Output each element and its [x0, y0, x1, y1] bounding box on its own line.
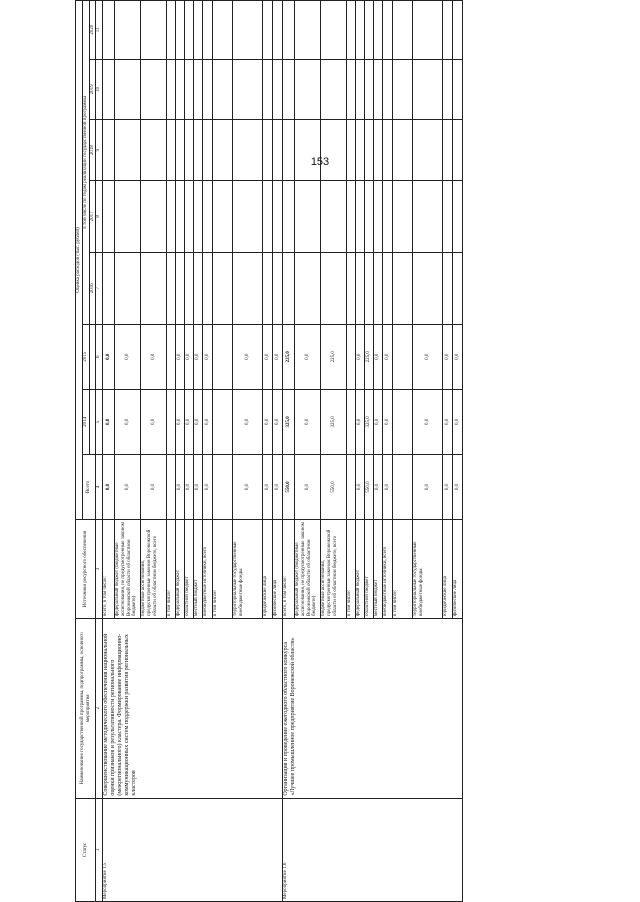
empty-year-cell [203, 59, 213, 120]
year-value-cell [213, 324, 233, 389]
empty-year-cell [283, 1, 295, 60]
source-cell: юридические лица [263, 520, 273, 619]
source-cell: внебюджетные источники, всего [383, 520, 393, 619]
total-value-cell: 0,0 [233, 454, 263, 519]
year-value-cell: 225,0 [365, 324, 374, 389]
empty-year-cell [167, 1, 176, 60]
empty-year-cell [263, 180, 273, 252]
empty-year-cell [185, 180, 194, 252]
empty-year-cell [194, 120, 203, 181]
total-value-cell: 0,0 [115, 454, 141, 519]
empty-year-cell [213, 59, 233, 120]
empty-year-cell [233, 1, 263, 60]
empty-year-cell [194, 1, 203, 60]
year-value-cell: 0,0 [263, 324, 273, 389]
year-value-cell [393, 324, 413, 389]
empty-year-cell [453, 1, 463, 60]
source-cell: в том числе: [213, 520, 233, 619]
year-value-cell: 0,0 [176, 324, 185, 389]
table-body [103, 1, 463, 902]
total-value-cell: 0,0 [185, 454, 194, 519]
year-value-cell: 0,0 [141, 389, 167, 454]
year-value-cell [167, 324, 176, 389]
source-cell: физические лица [273, 520, 283, 619]
source-cell: бюджетные ассигнования, предусмотренные законом Воронежской области об областном бюджете, всего [321, 520, 347, 619]
empty-year-cell [374, 252, 383, 324]
empty-year-cell [203, 180, 213, 252]
empty-year-cell [413, 59, 443, 120]
total-value-cell [393, 454, 413, 519]
year-value-cell: 0,0 [295, 324, 321, 389]
empty-year-cell [443, 252, 453, 324]
header-year: 2019 [89, 59, 96, 120]
empty-year-cell [393, 120, 413, 181]
year-value-cell: 0,0 [273, 324, 283, 389]
empty-year-cell [383, 1, 393, 60]
source-cell: федеральный бюджет (бюджетные ассигнования, не предусмотренные законом Воронежской области об областном бюджете) [295, 520, 321, 619]
empty-year-cell [141, 59, 167, 120]
year-value-cell: 325,0 [321, 389, 347, 454]
col-number: 8 [96, 180, 103, 252]
empty-year-cell [176, 252, 185, 324]
empty-year-cell [273, 180, 283, 252]
budget-table [75, 0, 463, 902]
total-value-cell: 550,0 [321, 454, 347, 519]
header-source: Источники ресурсного обеспечения [76, 520, 96, 619]
program-name-cell: Организация и проведение ежегодного областного конкурса «Лучшее промышленное предприятие Воронежской области» [283, 618, 463, 798]
year-value-cell: 0,0 [103, 389, 115, 454]
empty-year-cell [176, 120, 185, 181]
empty-year-cell [295, 1, 321, 60]
header-year: 2020 [89, 1, 96, 60]
empty-year-cell [295, 180, 321, 252]
year-value-cell: 0,0 [176, 389, 185, 454]
table-row [103, 1, 115, 902]
year-value-cell: 325,0 [283, 389, 295, 454]
empty-year-cell [347, 59, 356, 120]
empty-year-cell [233, 120, 263, 181]
empty-year-cell [374, 180, 383, 252]
year-value-cell [347, 389, 356, 454]
empty-year-cell [356, 180, 365, 252]
empty-year-cell [103, 120, 115, 181]
year-value-cell: 0,0 [273, 389, 283, 454]
empty-year-cell [141, 120, 167, 181]
table-row [283, 1, 295, 902]
year-value-cell: 0,0 [413, 324, 443, 389]
empty-year-cell [203, 120, 213, 181]
empty-year-cell [321, 1, 347, 60]
empty-year-cell [203, 1, 213, 60]
col-number: 5 [96, 389, 103, 454]
empty-year-cell [443, 59, 453, 120]
year-value-cell: 0,0 [203, 324, 213, 389]
empty-year-cell [185, 120, 194, 181]
total-value-cell: 0,0 [194, 454, 203, 519]
empty-year-cell [383, 120, 393, 181]
total-value-cell: 0,0 [356, 454, 365, 519]
empty-year-cell [365, 252, 374, 324]
empty-year-cell [365, 120, 374, 181]
empty-year-cell [283, 252, 295, 324]
total-value-cell [167, 454, 176, 519]
empty-year-cell [321, 252, 347, 324]
header-year: 2015 [82, 324, 89, 389]
empty-year-cell [233, 59, 263, 120]
empty-year-cell [141, 1, 167, 60]
empty-year-cell [263, 252, 273, 324]
year-value-cell: 0,0 [185, 324, 194, 389]
empty-year-cell [273, 120, 283, 181]
empty-year-cell [263, 59, 273, 120]
source-cell: в том числе: [347, 520, 356, 619]
col-number: 3 [96, 520, 103, 619]
empty-year-cell [283, 120, 295, 181]
total-value-cell: 0,0 [141, 454, 167, 519]
source-cell: территориальные государственные внебюджетные фонды [413, 520, 443, 619]
empty-year-cell [203, 252, 213, 324]
year-value-cell: 325,0 [365, 389, 374, 454]
empty-year-cell [443, 120, 453, 181]
empty-year-cell [321, 120, 347, 181]
empty-year-cell [185, 59, 194, 120]
year-value-cell [213, 389, 233, 454]
empty-year-cell [453, 59, 463, 120]
year-value-cell: 0,0 [453, 324, 463, 389]
header-year: 2014 [82, 389, 89, 454]
year-value-cell: 0,0 [453, 389, 463, 454]
total-value-cell: 0,0 [203, 454, 213, 519]
empty-year-cell [393, 59, 413, 120]
empty-year-cell [103, 180, 115, 252]
empty-year-cell [283, 59, 295, 120]
empty-year-cell [273, 59, 283, 120]
empty-year-cell [194, 59, 203, 120]
empty-year-cell [374, 1, 383, 60]
empty-year-cell [374, 59, 383, 120]
empty-year-cell [321, 59, 347, 120]
empty-year-cell [443, 1, 453, 60]
empty-year-cell [356, 252, 365, 324]
col-number: 11 [96, 1, 103, 60]
source-cell: федеральный бюджет [176, 520, 185, 619]
empty-year-cell [115, 120, 141, 181]
header-blank [89, 324, 96, 389]
total-value-cell [213, 454, 233, 519]
empty-year-cell [185, 252, 194, 324]
empty-year-cell [176, 59, 185, 120]
year-value-cell: 0,0 [383, 324, 393, 389]
total-value-cell: 0,0 [413, 454, 443, 519]
year-value-cell: 0,0 [295, 389, 321, 454]
total-value-cell: 0,0 [295, 454, 321, 519]
header-year: 2017 [89, 180, 96, 252]
source-cell: федеральный бюджет [356, 520, 365, 619]
year-value-cell: 0,0 [115, 324, 141, 389]
empty-year-cell [213, 1, 233, 60]
empty-year-cell [141, 252, 167, 324]
col-number: 2 [96, 618, 103, 798]
year-value-cell: 0,0 [103, 324, 115, 389]
empty-year-cell [103, 59, 115, 120]
total-value-cell: 0,0 [443, 454, 453, 519]
empty-year-cell [115, 1, 141, 60]
empty-year-cell [233, 252, 263, 324]
empty-year-cell [347, 120, 356, 181]
empty-year-cell [263, 1, 273, 60]
empty-year-cell [393, 180, 413, 252]
header-name: Наименование государственной программы, подпрограммы, основного мероприятия [76, 618, 96, 798]
total-value-cell: 0,0 [374, 454, 383, 519]
year-value-cell [167, 389, 176, 454]
empty-year-cell [185, 1, 194, 60]
col-number: 4 [96, 454, 103, 519]
empty-year-cell [453, 180, 463, 252]
year-value-cell: 0,0 [374, 324, 383, 389]
empty-year-cell [393, 252, 413, 324]
empty-year-cell [213, 180, 233, 252]
source-cell: местный бюджет [374, 520, 383, 619]
source-cell: областной бюджет [185, 520, 194, 619]
source-cell: юридические лица [443, 520, 453, 619]
col-number: 1 [96, 798, 103, 901]
empty-year-cell [115, 252, 141, 324]
source-cell: бюджетные ассигнования, предусмотренные законом Воронежской области об областном бюджете, всего [141, 520, 167, 619]
year-value-cell: 225,0 [321, 324, 347, 389]
empty-year-cell [115, 59, 141, 120]
year-value-cell: 225,0 [283, 324, 295, 389]
empty-year-cell [263, 120, 273, 181]
year-value-cell: 0,0 [185, 389, 194, 454]
empty-year-cell [167, 180, 176, 252]
total-value-cell: 550,0 [365, 454, 374, 519]
total-value-cell: 0,0 [103, 454, 115, 519]
year-value-cell: 0,0 [356, 389, 365, 454]
empty-year-cell [295, 59, 321, 120]
year-value-cell: 0,0 [194, 324, 203, 389]
empty-year-cell [356, 1, 365, 60]
total-value-cell: 550,0 [283, 454, 295, 519]
empty-year-cell [453, 252, 463, 324]
year-value-cell [347, 324, 356, 389]
year-value-cell: 0,0 [383, 389, 393, 454]
header-year: 2018 [89, 120, 96, 181]
empty-year-cell [365, 1, 374, 60]
empty-year-cell [365, 180, 374, 252]
total-value-cell: 0,0 [176, 454, 185, 519]
empty-year-cell [194, 180, 203, 252]
empty-year-cell [453, 120, 463, 181]
header-blank [89, 389, 96, 454]
empty-year-cell [167, 59, 176, 120]
source-cell: физические лица [453, 520, 463, 619]
empty-year-cell [413, 252, 443, 324]
empty-year-cell [347, 252, 356, 324]
header-by-years: в том числе по годам реализации государственной программы [82, 1, 89, 325]
empty-year-cell [273, 1, 283, 60]
empty-year-cell [365, 59, 374, 120]
empty-year-cell [176, 1, 185, 60]
status-cell: Мероприятие 1.5 [103, 798, 283, 901]
year-value-cell: 0,0 [356, 324, 365, 389]
col-number: 7 [96, 252, 103, 324]
empty-year-cell [356, 120, 365, 181]
empty-year-cell [347, 180, 356, 252]
empty-year-cell [167, 252, 176, 324]
source-cell: в том числе: [167, 520, 176, 619]
empty-year-cell [295, 252, 321, 324]
empty-year-cell [194, 252, 203, 324]
source-cell: территориальные государственные внебюджетные фонды [233, 520, 263, 619]
total-value-cell [347, 454, 356, 519]
source-cell: всего, в том числе: [103, 520, 115, 619]
page-number: 153 [310, 156, 330, 168]
total-value-cell: 0,0 [263, 454, 273, 519]
col-number: 6 [96, 324, 103, 389]
status-cell: Мероприятие 1.6 [283, 798, 463, 901]
year-value-cell: 0,0 [141, 324, 167, 389]
empty-year-cell [413, 180, 443, 252]
year-value-cell: 0,0 [194, 389, 203, 454]
empty-year-cell [374, 120, 383, 181]
total-value-cell: 0,0 [453, 454, 463, 519]
col-number: 10 [96, 59, 103, 120]
year-value-cell: 0,0 [233, 389, 263, 454]
year-value-cell: 0,0 [115, 389, 141, 454]
empty-year-cell [383, 252, 393, 324]
empty-year-cell [176, 180, 185, 252]
empty-year-cell [356, 59, 365, 120]
year-value-cell: 0,0 [233, 324, 263, 389]
empty-year-cell [413, 1, 443, 60]
empty-year-cell [167, 120, 176, 181]
empty-year-cell [213, 252, 233, 324]
empty-year-cell [233, 180, 263, 252]
total-value-cell: 0,0 [273, 454, 283, 519]
empty-year-cell [115, 180, 141, 252]
year-value-cell: 0,0 [443, 389, 453, 454]
empty-year-cell [321, 180, 347, 252]
source-cell: областной бюджет [365, 520, 374, 619]
year-value-cell: 0,0 [443, 324, 453, 389]
year-value-cell: 0,0 [413, 389, 443, 454]
col-number: 9 [96, 120, 103, 181]
header-total: Всего [82, 454, 96, 519]
program-name-cell: Совершенствование методического обеспечения национальной оценки признаков и результативности регионального (межрегионального) кластера. Формирование информационно-коммуникационных систем поддержки развития региональных кластеров [103, 618, 283, 798]
year-value-cell: 0,0 [374, 389, 383, 454]
total-value-cell: 0,0 [383, 454, 393, 519]
empty-year-cell [295, 120, 321, 181]
year-value-cell [393, 389, 413, 454]
empty-year-cell [103, 252, 115, 324]
source-cell: в том числе: [393, 520, 413, 619]
header-year: 2016 [89, 252, 96, 324]
source-cell: внебюджетные источники, всего [203, 520, 213, 619]
empty-year-cell [213, 120, 233, 181]
rotated-table-sheet [75, 0, 565, 902]
empty-year-cell [283, 180, 295, 252]
empty-year-cell [383, 59, 393, 120]
empty-year-cell [273, 252, 283, 324]
empty-year-cell [141, 180, 167, 252]
empty-year-cell [393, 1, 413, 60]
header-estimate: Оценка расходов (тыс. рублей) [76, 1, 83, 520]
year-value-cell: 0,0 [203, 389, 213, 454]
source-cell: всего, в том числе: [283, 520, 295, 619]
header-status: Статус [76, 798, 96, 901]
source-cell: федеральный бюджет (бюджетные ассигнования, не предусмотренные законом Воронежской области об областном бюджете) [115, 520, 141, 619]
empty-year-cell [413, 120, 443, 181]
empty-year-cell [443, 180, 453, 252]
empty-year-cell [103, 1, 115, 60]
empty-year-cell [383, 180, 393, 252]
source-cell: местный бюджет [194, 520, 203, 619]
empty-year-cell [347, 1, 356, 60]
year-value-cell: 0,0 [263, 389, 273, 454]
